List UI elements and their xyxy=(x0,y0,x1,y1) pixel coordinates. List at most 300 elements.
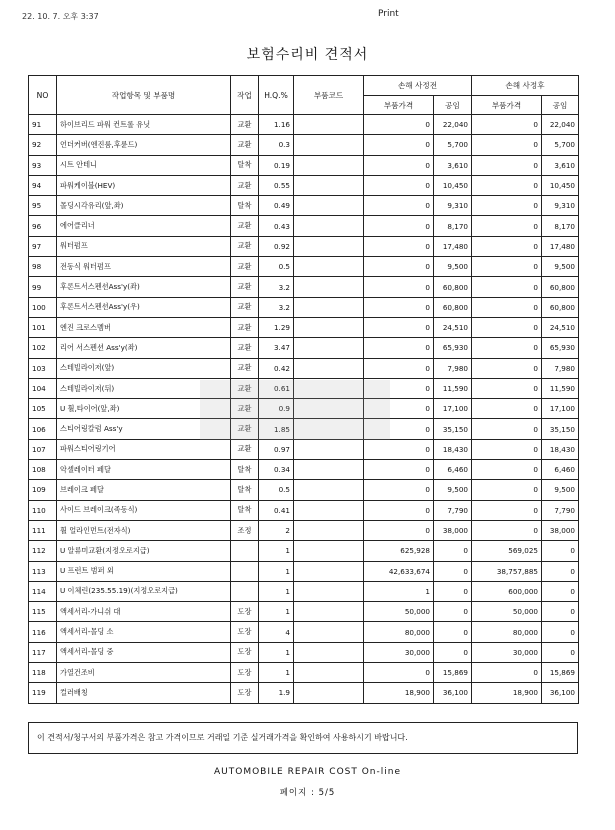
row-before-labor: 10,450 xyxy=(434,175,472,195)
row-work: 교환 xyxy=(231,378,259,398)
row-no: 101 xyxy=(29,317,57,337)
row-work: 도장 xyxy=(231,602,259,622)
row-part-code xyxy=(294,115,364,135)
row-item-name: 언더커버(엔진룸,후륜드) xyxy=(57,135,231,155)
row-part-code xyxy=(294,419,364,439)
table-row xyxy=(29,175,579,195)
header-code: 부품코드 xyxy=(294,76,364,115)
row-item-name: 워터펌프 xyxy=(57,236,231,256)
row-after-part-price: 0 xyxy=(472,520,542,540)
table-row xyxy=(29,561,579,581)
row-after-part-price: 0 xyxy=(472,216,542,236)
row-part-code xyxy=(294,642,364,662)
row-hq: 1 xyxy=(259,541,294,561)
row-part-code xyxy=(294,236,364,256)
row-hq: 2 xyxy=(259,520,294,540)
row-no: 108 xyxy=(29,460,57,480)
header-before-labor: 공임 xyxy=(434,96,472,115)
row-part-code xyxy=(294,663,364,683)
row-after-labor: 15,869 xyxy=(542,663,579,683)
row-work: 도장 xyxy=(231,642,259,662)
row-hq: 1 xyxy=(259,642,294,662)
row-hq: 0.61 xyxy=(259,378,294,398)
row-part-code xyxy=(294,683,364,703)
row-after-part-price: 0 xyxy=(472,358,542,378)
row-after-labor: 11,590 xyxy=(542,378,579,398)
row-after-part-price: 0 xyxy=(472,460,542,480)
row-before-labor: 18,430 xyxy=(434,439,472,459)
row-after-labor: 0 xyxy=(542,561,579,581)
row-before-part-price: 0 xyxy=(364,115,434,135)
row-after-labor: 0 xyxy=(542,622,579,642)
row-after-labor: 7,980 xyxy=(542,358,579,378)
row-work: 교환 xyxy=(231,135,259,155)
row-after-labor: 0 xyxy=(542,602,579,622)
header-after-part-price: 부품가격 xyxy=(472,96,542,115)
print-label: Print xyxy=(378,9,399,19)
row-part-code xyxy=(294,480,364,500)
row-part-code xyxy=(294,500,364,520)
row-part-code xyxy=(294,561,364,581)
row-part-code xyxy=(294,602,364,622)
row-hq: 3.2 xyxy=(259,277,294,297)
row-part-code xyxy=(294,378,364,398)
table-row xyxy=(29,500,579,520)
row-before-labor: 17,100 xyxy=(434,399,472,419)
row-work: 탈착 xyxy=(231,460,259,480)
row-no: 93 xyxy=(29,155,57,175)
row-part-code xyxy=(294,297,364,317)
page-number: 페이지 : 5/5 xyxy=(279,788,336,798)
row-before-part-price: 0 xyxy=(364,439,434,459)
row-work: 교환 xyxy=(231,216,259,236)
row-after-part-price: 0 xyxy=(472,277,542,297)
print-date: 22. 10. 7. 오후 3:37 xyxy=(22,12,99,21)
row-before-part-price: 0 xyxy=(364,175,434,195)
row-before-labor: 11,590 xyxy=(434,378,472,398)
row-after-part-price: 0 xyxy=(472,338,542,358)
row-before-labor: 9,500 xyxy=(434,480,472,500)
row-after-part-price: 0 xyxy=(472,135,542,155)
row-before-part-price: 0 xyxy=(364,317,434,337)
row-no: 115 xyxy=(29,602,57,622)
row-after-labor: 5,700 xyxy=(542,135,579,155)
table-row xyxy=(29,115,579,135)
row-hq: 0.19 xyxy=(259,155,294,175)
table-body xyxy=(29,115,579,704)
table-row xyxy=(29,642,579,662)
row-work: 교환 xyxy=(231,317,259,337)
row-item-name: 후론트서스펜션Ass'y(좌) xyxy=(57,277,231,297)
row-before-labor: 3,610 xyxy=(434,155,472,175)
row-item-name: 사이드 브레이크(족동식) xyxy=(57,500,231,520)
table-row xyxy=(29,277,579,297)
row-before-part-price: 0 xyxy=(364,399,434,419)
row-hq: 1.16 xyxy=(259,115,294,135)
row-hq: 0.3 xyxy=(259,135,294,155)
header-no: NO xyxy=(29,76,57,115)
row-before-part-price: 0 xyxy=(364,236,434,256)
row-work: 교환 xyxy=(231,338,259,358)
row-after-labor: 0 xyxy=(542,642,579,662)
row-work: 교환 xyxy=(231,236,259,256)
row-before-part-price: 0 xyxy=(364,663,434,683)
row-before-labor: 60,800 xyxy=(434,297,472,317)
row-after-part-price: 80,000 xyxy=(472,622,542,642)
row-hq: 0.41 xyxy=(259,500,294,520)
row-hq: 1.85 xyxy=(259,419,294,439)
row-work: 탈착 xyxy=(231,155,259,175)
row-work: 도장 xyxy=(231,663,259,683)
row-part-code xyxy=(294,439,364,459)
row-before-part-price: 0 xyxy=(364,480,434,500)
table-row xyxy=(29,541,579,561)
page-title: 보험수리비 견적서 xyxy=(246,47,369,63)
row-after-part-price: 0 xyxy=(472,500,542,520)
row-item-name: 액세서리-몰딩 소 xyxy=(57,622,231,642)
row-after-labor: 18,430 xyxy=(542,439,579,459)
table-row xyxy=(29,155,579,175)
row-hq: 0.97 xyxy=(259,439,294,459)
row-item-name: 스테빌라이저(앞) xyxy=(57,358,231,378)
row-after-labor: 3,610 xyxy=(542,155,579,175)
row-item-name: 후론트서스펜션Ass'y(우) xyxy=(57,297,231,317)
header-before-group: 손해 사정전 xyxy=(364,76,472,96)
row-after-labor: 9,310 xyxy=(542,196,579,216)
row-after-labor: 24,510 xyxy=(542,317,579,337)
row-work: 탈착 xyxy=(231,196,259,216)
row-before-part-price: 625,928 xyxy=(364,541,434,561)
row-hq: 4 xyxy=(259,622,294,642)
row-part-code xyxy=(294,541,364,561)
row-item-name: 액세서리-가니쉬 대 xyxy=(57,602,231,622)
row-part-code xyxy=(294,257,364,277)
row-after-labor: 17,100 xyxy=(542,399,579,419)
row-after-part-price: 0 xyxy=(472,175,542,195)
table-row xyxy=(29,439,579,459)
row-before-labor: 0 xyxy=(434,642,472,662)
row-hq: 0.42 xyxy=(259,358,294,378)
row-work xyxy=(231,541,259,561)
header-after-labor: 공임 xyxy=(542,96,579,115)
row-before-part-price: 1 xyxy=(364,581,434,601)
row-after-part-price: 38,757,885 xyxy=(472,561,542,581)
row-before-labor: 0 xyxy=(434,561,472,581)
row-no: 96 xyxy=(29,216,57,236)
table-row xyxy=(29,602,579,622)
row-after-labor: 0 xyxy=(542,581,579,601)
row-item-name: 시트 안테니 xyxy=(57,155,231,175)
row-item-name: 파워케이블(HEV) xyxy=(57,175,231,195)
row-no: 99 xyxy=(29,277,57,297)
row-after-part-price: 0 xyxy=(472,480,542,500)
row-no: 105 xyxy=(29,399,57,419)
row-work: 도장 xyxy=(231,683,259,703)
row-work: 교환 xyxy=(231,297,259,317)
row-hq: 0.34 xyxy=(259,460,294,480)
row-hq: 1 xyxy=(259,561,294,581)
row-item-name: 엔진 크로스멤버 xyxy=(57,317,231,337)
row-item-name: 하이브리드 파워 컨트롤 유닛 xyxy=(57,115,231,135)
row-item-name: U 이체린(235.55.19)(지정오로지급) xyxy=(57,581,231,601)
row-after-labor: 22,040 xyxy=(542,115,579,135)
row-before-labor: 17,480 xyxy=(434,236,472,256)
table-row xyxy=(29,683,579,703)
row-work: 교환 xyxy=(231,419,259,439)
row-after-part-price: 0 xyxy=(472,155,542,175)
row-before-part-price: 0 xyxy=(364,196,434,216)
row-after-part-price: 0 xyxy=(472,419,542,439)
row-work: 교환 xyxy=(231,257,259,277)
row-no: 112 xyxy=(29,541,57,561)
header-work: 작업 xyxy=(231,76,259,115)
row-after-part-price: 0 xyxy=(472,378,542,398)
header-before-part-price: 부품가격 xyxy=(364,96,434,115)
row-after-part-price: 30,000 xyxy=(472,642,542,662)
header-item: 작업항목 및 부품명 xyxy=(57,76,231,115)
row-after-part-price: 0 xyxy=(472,236,542,256)
row-after-part-price: 0 xyxy=(472,399,542,419)
row-part-code xyxy=(294,622,364,642)
row-item-name: 스티어링칼럼 Ass'y xyxy=(57,419,231,439)
row-part-code xyxy=(294,460,364,480)
notice-box: 이 견적서/청구서의 부품가격은 참고 가격이므로 거래일 기준 실거래가격을 확인하여 사용하시기 바랍니다. xyxy=(28,722,578,754)
row-work xyxy=(231,581,259,601)
row-item-name: U 알류미교환(지정오로지급) xyxy=(57,541,231,561)
row-hq: 1 xyxy=(259,581,294,601)
row-no: 94 xyxy=(29,175,57,195)
row-no: 109 xyxy=(29,480,57,500)
row-part-code xyxy=(294,520,364,540)
row-work: 교환 xyxy=(231,439,259,459)
row-part-code xyxy=(294,277,364,297)
row-no: 111 xyxy=(29,520,57,540)
row-before-part-price: 0 xyxy=(364,135,434,155)
footer-company: AUTOMOBILE REPAIR COST On-line xyxy=(214,767,401,777)
row-no: 113 xyxy=(29,561,57,581)
row-item-name: 스테빌라이저(뒤) xyxy=(57,378,231,398)
row-hq: 1 xyxy=(259,663,294,683)
row-before-labor: 0 xyxy=(434,581,472,601)
row-work: 교환 xyxy=(231,399,259,419)
row-no: 110 xyxy=(29,500,57,520)
row-no: 95 xyxy=(29,196,57,216)
row-after-labor: 9,500 xyxy=(542,480,579,500)
row-before-labor: 36,100 xyxy=(434,683,472,703)
row-before-part-price: 18,900 xyxy=(364,683,434,703)
row-after-labor: 60,800 xyxy=(542,277,579,297)
row-before-labor: 0 xyxy=(434,541,472,561)
row-after-labor: 36,100 xyxy=(542,683,579,703)
row-hq: 3.2 xyxy=(259,297,294,317)
row-before-part-price: 42,633,674 xyxy=(364,561,434,581)
row-before-part-price: 0 xyxy=(364,378,434,398)
row-before-part-price: 0 xyxy=(364,338,434,358)
row-before-labor: 9,500 xyxy=(434,257,472,277)
row-work xyxy=(231,561,259,581)
row-work: 도장 xyxy=(231,622,259,642)
row-before-labor: 7,790 xyxy=(434,500,472,520)
row-item-name: U 휠,타이어(앞,좌) xyxy=(57,399,231,419)
row-before-part-price: 0 xyxy=(364,520,434,540)
row-before-part-price: 0 xyxy=(364,460,434,480)
row-item-name: 악셀레이터 페달 xyxy=(57,460,231,480)
row-after-part-price: 0 xyxy=(472,439,542,459)
row-item-name: 휠 얼라인먼트(전자식) xyxy=(57,520,231,540)
row-after-part-price: 569,025 xyxy=(472,541,542,561)
row-after-part-price: 0 xyxy=(472,317,542,337)
table-row xyxy=(29,216,579,236)
row-before-labor: 0 xyxy=(434,622,472,642)
row-before-part-price: 0 xyxy=(364,216,434,236)
table-row xyxy=(29,480,579,500)
row-no: 107 xyxy=(29,439,57,459)
row-no: 116 xyxy=(29,622,57,642)
row-before-labor: 24,510 xyxy=(434,317,472,337)
row-item-name: 액세서리-몰딩 중 xyxy=(57,642,231,662)
row-after-labor: 65,930 xyxy=(542,338,579,358)
table-row xyxy=(29,419,579,439)
row-no: 92 xyxy=(29,135,57,155)
row-item-name: 전동식 워터펌프 xyxy=(57,257,231,277)
row-no: 117 xyxy=(29,642,57,662)
row-hq: 0.9 xyxy=(259,399,294,419)
row-item-name: 파워스티어링기어 xyxy=(57,439,231,459)
row-before-labor: 15,869 xyxy=(434,663,472,683)
row-work: 교환 xyxy=(231,358,259,378)
row-hq: 1.29 xyxy=(259,317,294,337)
row-work: 교환 xyxy=(231,175,259,195)
row-work: 교환 xyxy=(231,115,259,135)
table-row xyxy=(29,399,579,419)
row-after-labor: 7,790 xyxy=(542,500,579,520)
row-after-part-price: 0 xyxy=(472,257,542,277)
row-work: 조정 xyxy=(231,520,259,540)
row-before-part-price: 0 xyxy=(364,155,434,175)
row-after-part-price: 0 xyxy=(472,115,542,135)
row-hq: 0.43 xyxy=(259,216,294,236)
row-before-labor: 0 xyxy=(434,602,472,622)
header-after-group: 손해 사정후 xyxy=(472,76,579,96)
row-part-code xyxy=(294,216,364,236)
table-row xyxy=(29,338,579,358)
row-part-code xyxy=(294,581,364,601)
row-item-name: 가열건조비 xyxy=(57,663,231,683)
table-row xyxy=(29,581,579,601)
row-after-part-price: 18,900 xyxy=(472,683,542,703)
row-after-part-price: 0 xyxy=(472,196,542,216)
table-row xyxy=(29,317,579,337)
row-no: 97 xyxy=(29,236,57,256)
row-before-labor: 22,040 xyxy=(434,115,472,135)
row-no: 118 xyxy=(29,663,57,683)
row-item-name: 컬러배칭 xyxy=(57,683,231,703)
row-no: 106 xyxy=(29,419,57,439)
row-no: 104 xyxy=(29,378,57,398)
row-no: 103 xyxy=(29,358,57,378)
row-part-code xyxy=(294,175,364,195)
row-hq: 0.92 xyxy=(259,236,294,256)
row-before-labor: 5,700 xyxy=(434,135,472,155)
row-no: 102 xyxy=(29,338,57,358)
row-before-part-price: 0 xyxy=(364,297,434,317)
row-work: 탈착 xyxy=(231,480,259,500)
row-part-code xyxy=(294,317,364,337)
table-row xyxy=(29,297,579,317)
table-row xyxy=(29,257,579,277)
row-no: 100 xyxy=(29,297,57,317)
row-before-labor: 38,000 xyxy=(434,520,472,540)
table-row xyxy=(29,135,579,155)
row-no: 114 xyxy=(29,581,57,601)
row-after-labor: 8,170 xyxy=(542,216,579,236)
table-row xyxy=(29,358,579,378)
row-item-name: U 프런트 범퍼 외 xyxy=(57,561,231,581)
row-part-code xyxy=(294,155,364,175)
row-before-part-price: 0 xyxy=(364,419,434,439)
row-before-labor: 6,460 xyxy=(434,460,472,480)
row-item-name: 브레이크 페달 xyxy=(57,480,231,500)
row-after-labor: 0 xyxy=(542,541,579,561)
row-part-code xyxy=(294,338,364,358)
row-after-labor: 10,450 xyxy=(542,175,579,195)
row-before-part-price: 0 xyxy=(364,257,434,277)
row-before-labor: 35,150 xyxy=(434,419,472,439)
row-before-part-price: 50,000 xyxy=(364,602,434,622)
table-row xyxy=(29,196,579,216)
row-part-code xyxy=(294,196,364,216)
row-before-part-price: 30,000 xyxy=(364,642,434,662)
row-item-name: 몰딩시각유리(앞,좌) xyxy=(57,196,231,216)
row-hq: 0.49 xyxy=(259,196,294,216)
row-after-labor: 35,150 xyxy=(542,419,579,439)
row-before-labor: 9,310 xyxy=(434,196,472,216)
row-no: 98 xyxy=(29,257,57,277)
row-hq: 1.9 xyxy=(259,683,294,703)
row-item-name: 에어클리너 xyxy=(57,216,231,236)
row-before-part-price: 0 xyxy=(364,358,434,378)
row-before-labor: 65,930 xyxy=(434,338,472,358)
row-after-labor: 6,460 xyxy=(542,460,579,480)
table-row xyxy=(29,460,579,480)
table-row xyxy=(29,520,579,540)
row-no: 91 xyxy=(29,115,57,135)
row-before-part-price: 80,000 xyxy=(364,622,434,642)
header-hq: H.Q.% xyxy=(259,76,294,115)
row-after-part-price: 600,000 xyxy=(472,581,542,601)
row-no: 119 xyxy=(29,683,57,703)
row-hq: 0.5 xyxy=(259,257,294,277)
row-before-labor: 7,980 xyxy=(434,358,472,378)
table-row xyxy=(29,663,579,683)
row-after-labor: 9,500 xyxy=(542,257,579,277)
row-part-code xyxy=(294,358,364,378)
row-after-labor: 60,800 xyxy=(542,297,579,317)
row-hq: 1 xyxy=(259,602,294,622)
row-after-labor: 38,000 xyxy=(542,520,579,540)
row-work: 교환 xyxy=(231,277,259,297)
row-item-name: 리어 서스펜션 Ass'y(좌) xyxy=(57,338,231,358)
row-after-part-price: 0 xyxy=(472,297,542,317)
row-after-part-price: 50,000 xyxy=(472,602,542,622)
row-part-code xyxy=(294,135,364,155)
row-hq: 0.55 xyxy=(259,175,294,195)
row-hq: 0.5 xyxy=(259,480,294,500)
row-before-part-price: 0 xyxy=(364,277,434,297)
row-before-part-price: 0 xyxy=(364,500,434,520)
row-before-labor: 60,800 xyxy=(434,277,472,297)
row-after-labor: 17,480 xyxy=(542,236,579,256)
